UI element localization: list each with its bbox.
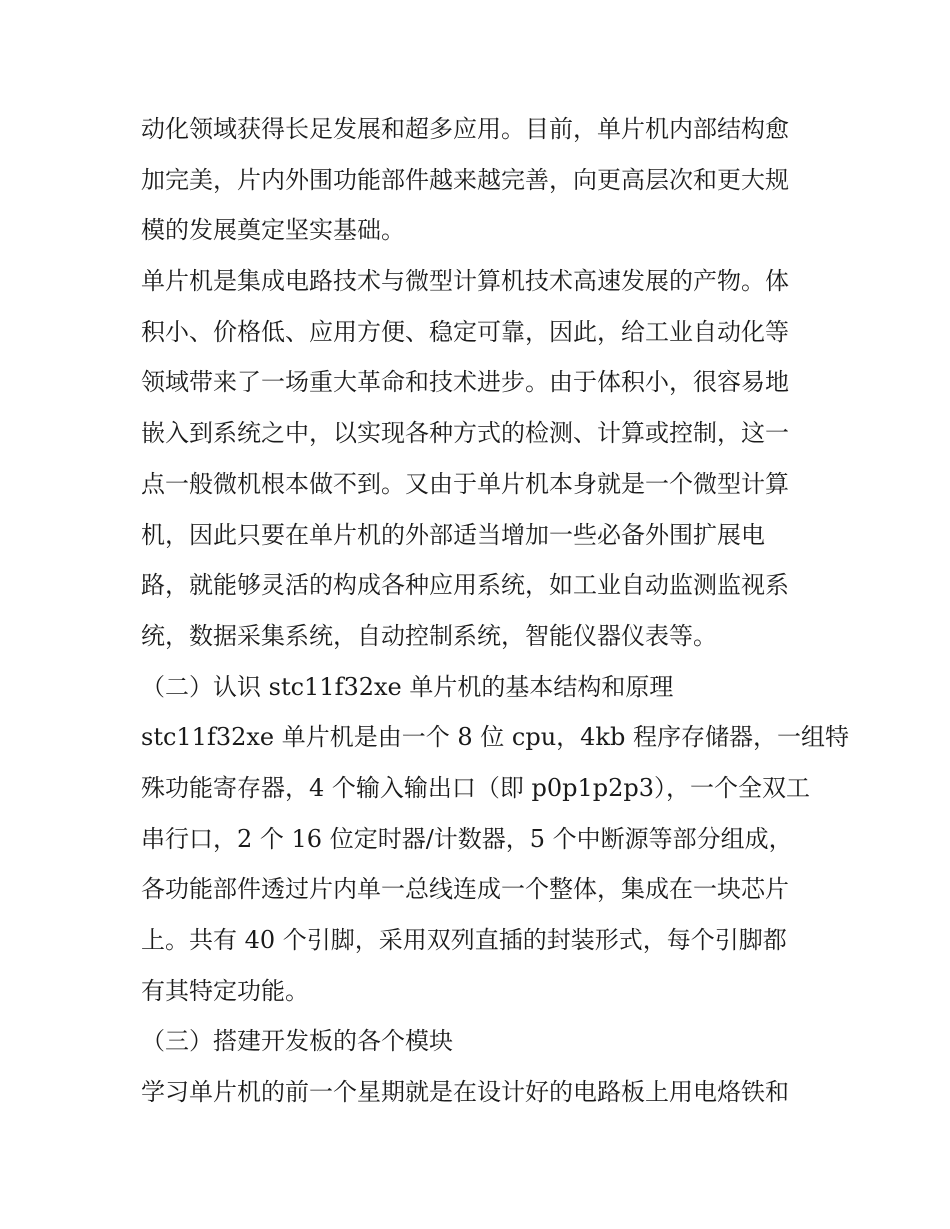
text-line: 领域带来了一场重大革命和技术进步。由于体积小，很容易地 bbox=[141, 368, 789, 397]
text-line: 动化领域获得长足发展和超多应用。目前，单片机内部结构愈 bbox=[141, 115, 789, 143]
text-line: 积小、价格低、应用方便、稳定可靠，因此，给工业自动化等 bbox=[141, 317, 789, 346]
text-line: 有其特定功能。 bbox=[141, 976, 309, 1005]
section-heading: （二）认识 stc11f32xe 单片机的基本结构和原理 bbox=[141, 672, 674, 701]
text-line: 学习单片机的前一个星期就是在设计好的电路板上用电烙铁和 bbox=[141, 1078, 789, 1107]
text-line: 各功能部件透过片内单一总线连成一个整体，集成在一块芯片 bbox=[141, 875, 789, 904]
text-line: 机，因此只要在单片机的外部适当增加一些必备外围扩展电 bbox=[141, 520, 765, 549]
text-line: 单片机是集成电路技术与微型计算机技术高速发展的产物。体 bbox=[141, 267, 789, 296]
document-body bbox=[141, 104, 849, 1118]
text-line: 统，数据采集系统，自动控制系统，智能仪器仪表等。 bbox=[141, 621, 717, 650]
text-line: stc11f32xe 单片机是由一个 8 位 cpu，4kb 程序存储器，一组特 bbox=[141, 723, 849, 752]
text-line: 加完美，片内外围功能部件越来越完善，向更高层次和更大规 bbox=[141, 165, 789, 194]
text-line: 点一般微机根本做不到。又由于单片机本身就是一个微型计算 bbox=[141, 469, 789, 498]
text-line: 路，就能够灵活的构成各种应用系统，如工业自动监测监视系 bbox=[141, 571, 789, 600]
text-line: 殊功能寄存器，4 个输入输出口（即 p0p1p2p3），一个全双工 bbox=[141, 773, 811, 802]
text-line: 嵌入到系统之中，以实现各种方式的检测、计算或控制，这一 bbox=[141, 419, 789, 448]
text-line: 模的发展奠定坚实基础。 bbox=[141, 216, 405, 245]
section-heading: （三）搭建开发板的各个模块 bbox=[141, 1027, 453, 1056]
text-line: 串行口，2 个 16 位定时器/计数器，5 个中断源等部分组成， bbox=[141, 824, 793, 853]
text-line: 上。共有 40 个引脚，采用双列直插的封装形式，每个引脚都 bbox=[141, 926, 787, 954]
